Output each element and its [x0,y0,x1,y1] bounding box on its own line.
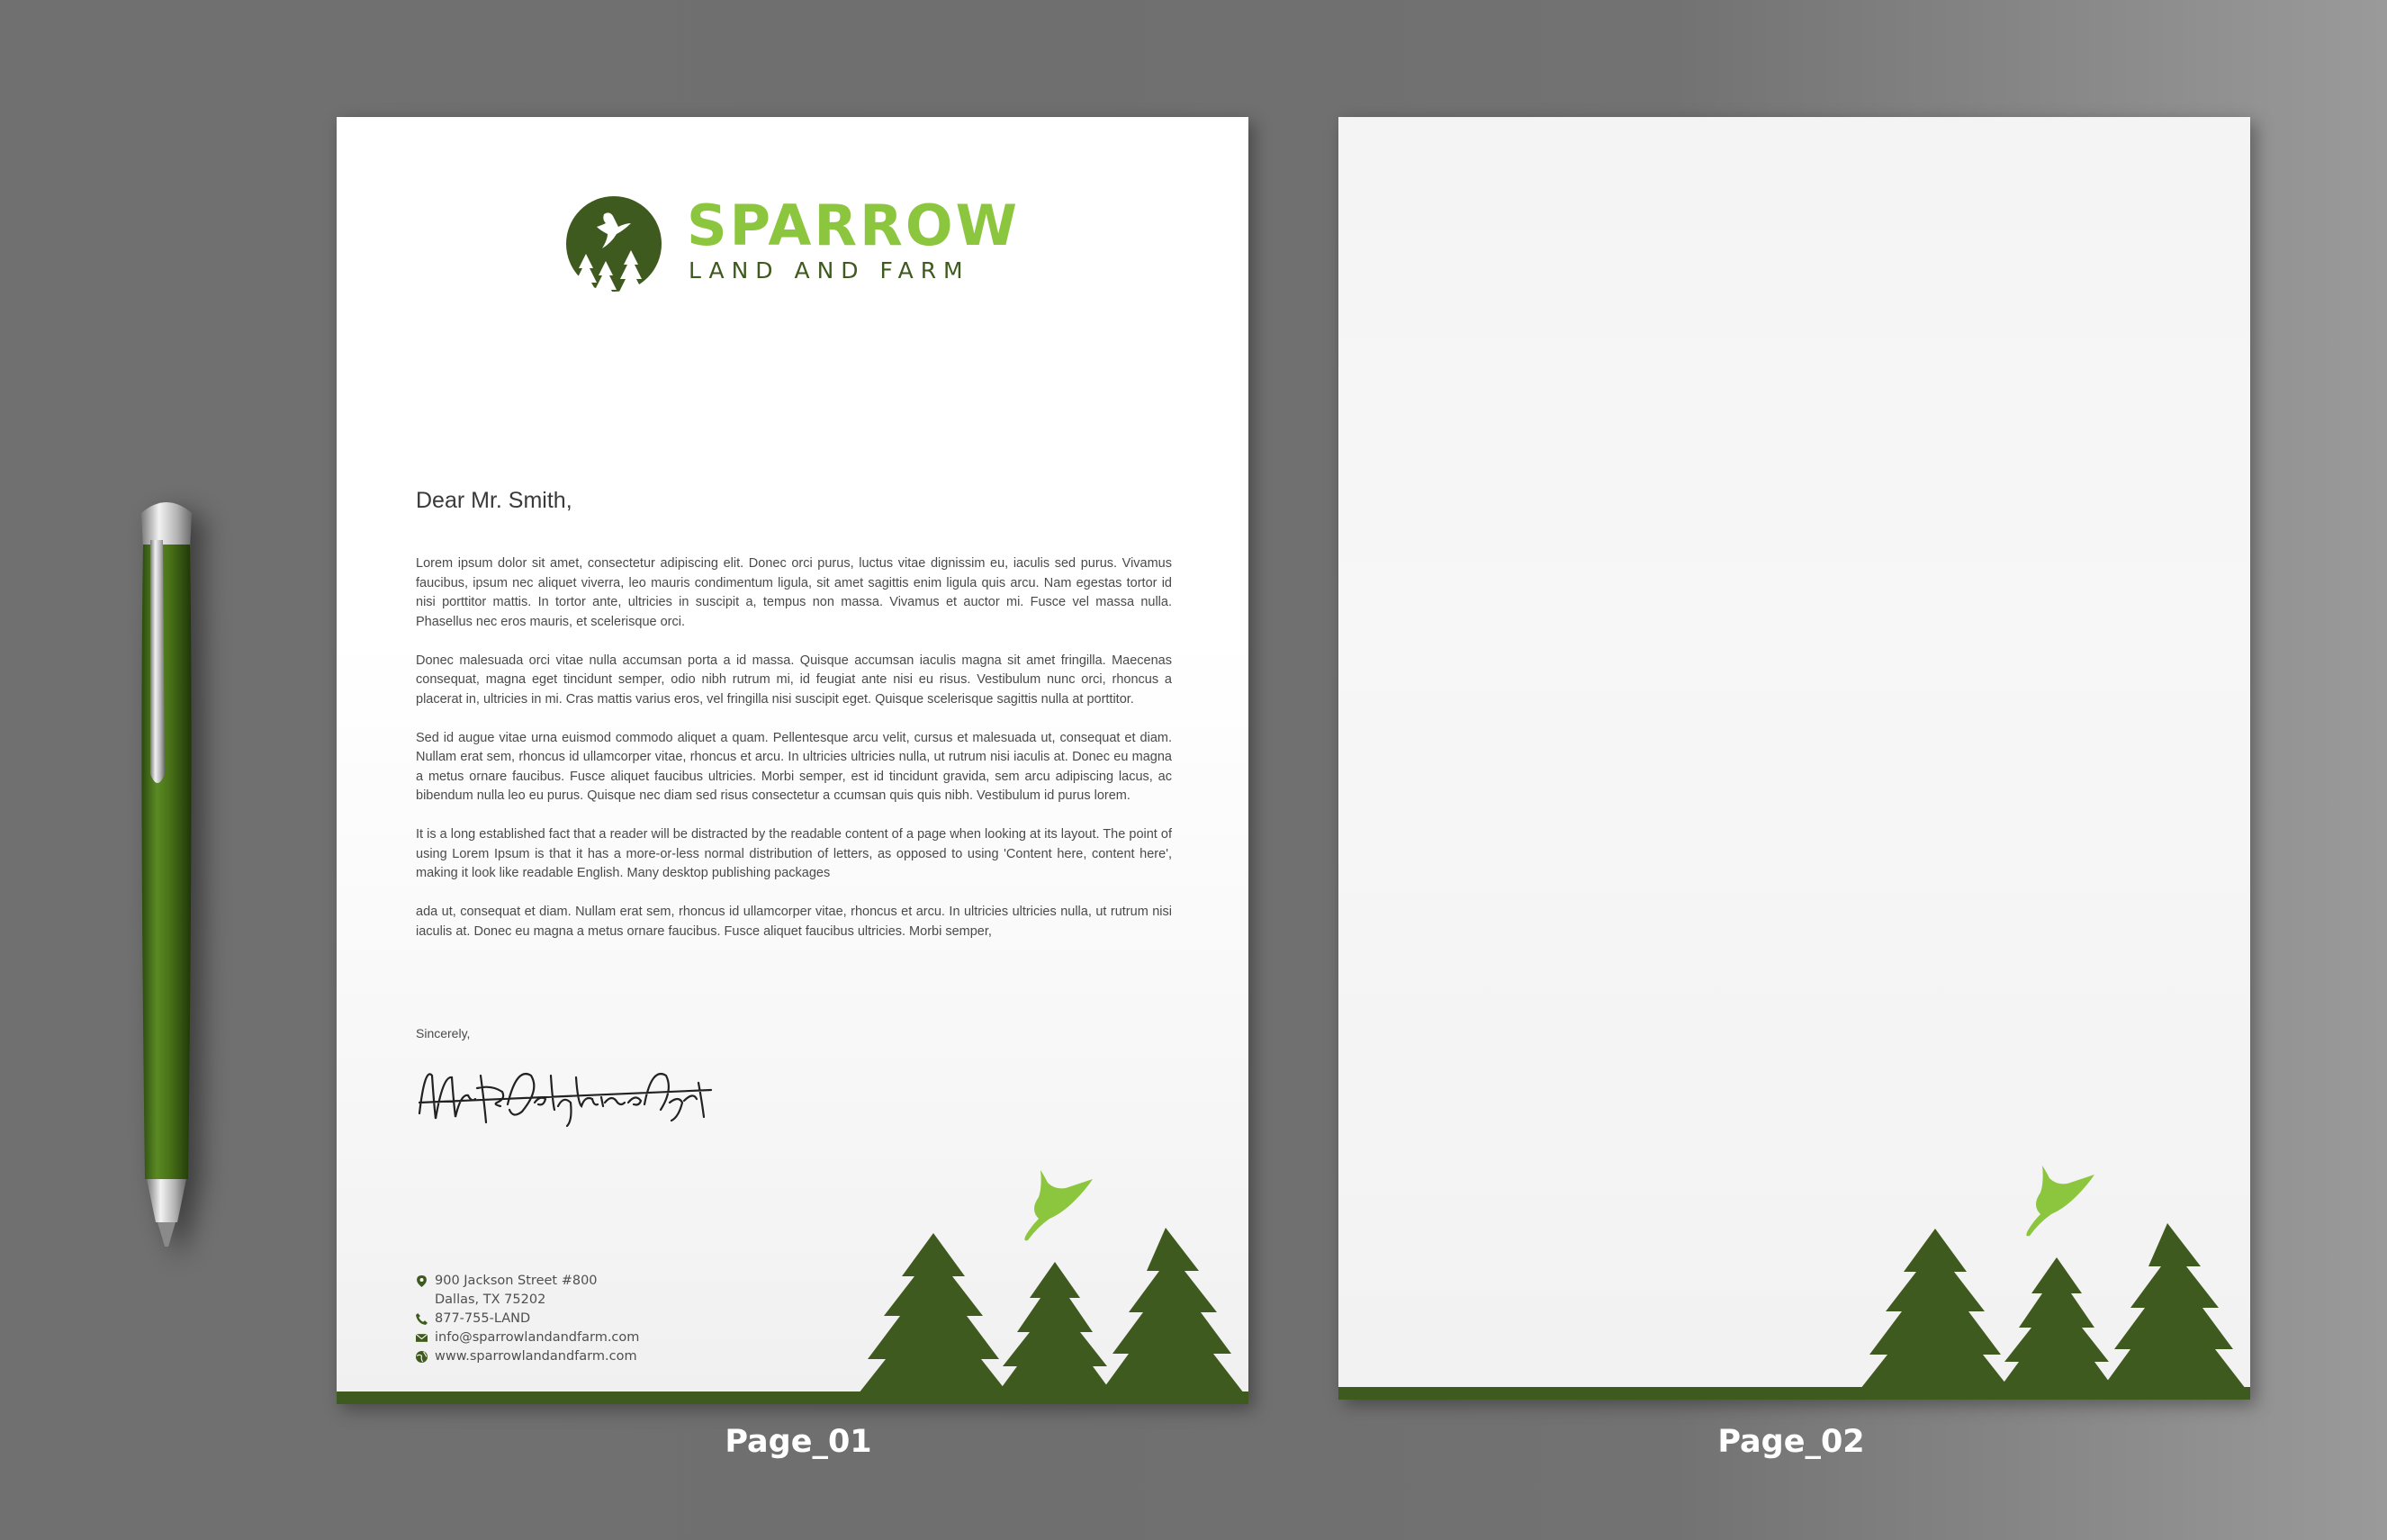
letter-paragraph: Sed id augue vitae urna euismod commodo aliquet a quam. Pellentesque arcu velit, cursus et malesuada ut, consequat et diam. Nullam erat sem, rhoncus id ullamcorper vitae, rhoncus et arcu. In ultricies ultricies nulla, ut rutrum nisi iaculis at. Donec eu magna a metus ornare faucibus. Fusce aliquet faucibus ultricies. Morbi semper, est id tincidunt gravida, sem arcu adipiscing lacus, ac bibendum nulla leo eu purus. Quisque nec diam sed risus consectetur a ccumsan quis quis nibh. Vestibulum id purus lorem. [416,730,1172,803]
page-label-2: Page_02 [1717,1424,1865,1460]
phone-number: 877-755-LAND [435,1311,531,1326]
letter-paragraph: Donec malesuada orci vitae nulla accumsan porta a id massa. Quisque accumsan iaculis magna sit amet fringilla. Maecenas consequat, magna eget tincidunt semper, odio nibh rutrum mi, id feugiat ante nisi eu risus. Vestibulum nunc orci, rhoncus a placerat in, ultricies in mi. Cras mattis varius eros, vel fringilla nisi suscipit eget. Quisque scelerisque sagittis nulla at porttitor. [416,653,1172,707]
letter-salutation: Dear Mr. Smith, [416,488,572,513]
letterhead-page-1 [337,117,1248,1404]
address-line-2: Dallas, TX 75202 [435,1292,546,1307]
website-url: www.sparrowlandandfarm.com [435,1349,637,1364]
brand-tagline: LAND AND FARM [689,257,970,284]
letter-closing: Sincerely, [416,1026,471,1040]
letter-paragraph: Lorem ipsum dolor sit amet, consectetur adipiscing elit. Donec orci purus, luctus vitae dignissim eu, iaculis sed purus. Vivamus faucibus, ipsum nec aliquet viverra, leo mauris condimentum ligula, sit amet sagittis enim ligula quis arcu. Nam egestas tortor id nisi porttitor mattis. In tortor ante, ultricies in suscipit a, tempus non massa. Vivamus et auctor mi. Fusce vel massa nulla. Phasellus nec eros mauris, et scelerisque orci. [416,556,1172,629]
address-line-1: 900 Jackson Street #800 [435,1274,598,1288]
sparrow-bird-icon [1024,1170,1093,1240]
handwritten-signature [409,1040,715,1139]
brand-name: SPARROW [687,193,1020,258]
letter-body [416,554,1172,961]
brand-logo [566,193,1052,295]
pine-tree-icon [2102,1223,2246,1389]
forest-footer-illustration [337,1170,1248,1404]
pine-tree-icon [997,1262,1112,1393]
pine-tree-icon [859,1233,1008,1393]
footer-bar [1338,1387,2250,1400]
footer-bar [337,1391,1248,1404]
pine-tree-icon [1999,1257,2114,1389]
forest-footer-illustration [1338,1166,2250,1400]
letter-paragraph: ada ut, consequat et diam. Nullam erat sem, rhoncus id ullamcorper vitae, rhoncus et arcu. In ultricies ultricies nulla, ut rutrum nisi iaculis at. Donec eu magna a metus ornare faucibus. Fusce aliquet faucibus ultricies. Morbi semper, [416,905,1172,939]
sparrow-bird-icon [2026,1166,2094,1236]
pine-tree-icon [1860,1229,2010,1389]
sparrow-circle-icon [566,196,662,295]
pen-illustration [131,495,203,1260]
pine-tree-icon [1100,1228,1244,1393]
letterhead-page-2 [1338,117,2250,1400]
page-label-1: Page_01 [725,1424,872,1460]
email-address: info@sparrowlandandfarm.com [435,1330,640,1345]
letter-paragraph: It is a long established fact that a reader will be distracted by the readable content of a page when looking at its layout. The point of using Lorem Ipsum is that it has a more-or-less normal distribution of letters, as opposed to using 'Content here, content here', making it look like readable English. Many desktop publishing packages [416,827,1172,880]
